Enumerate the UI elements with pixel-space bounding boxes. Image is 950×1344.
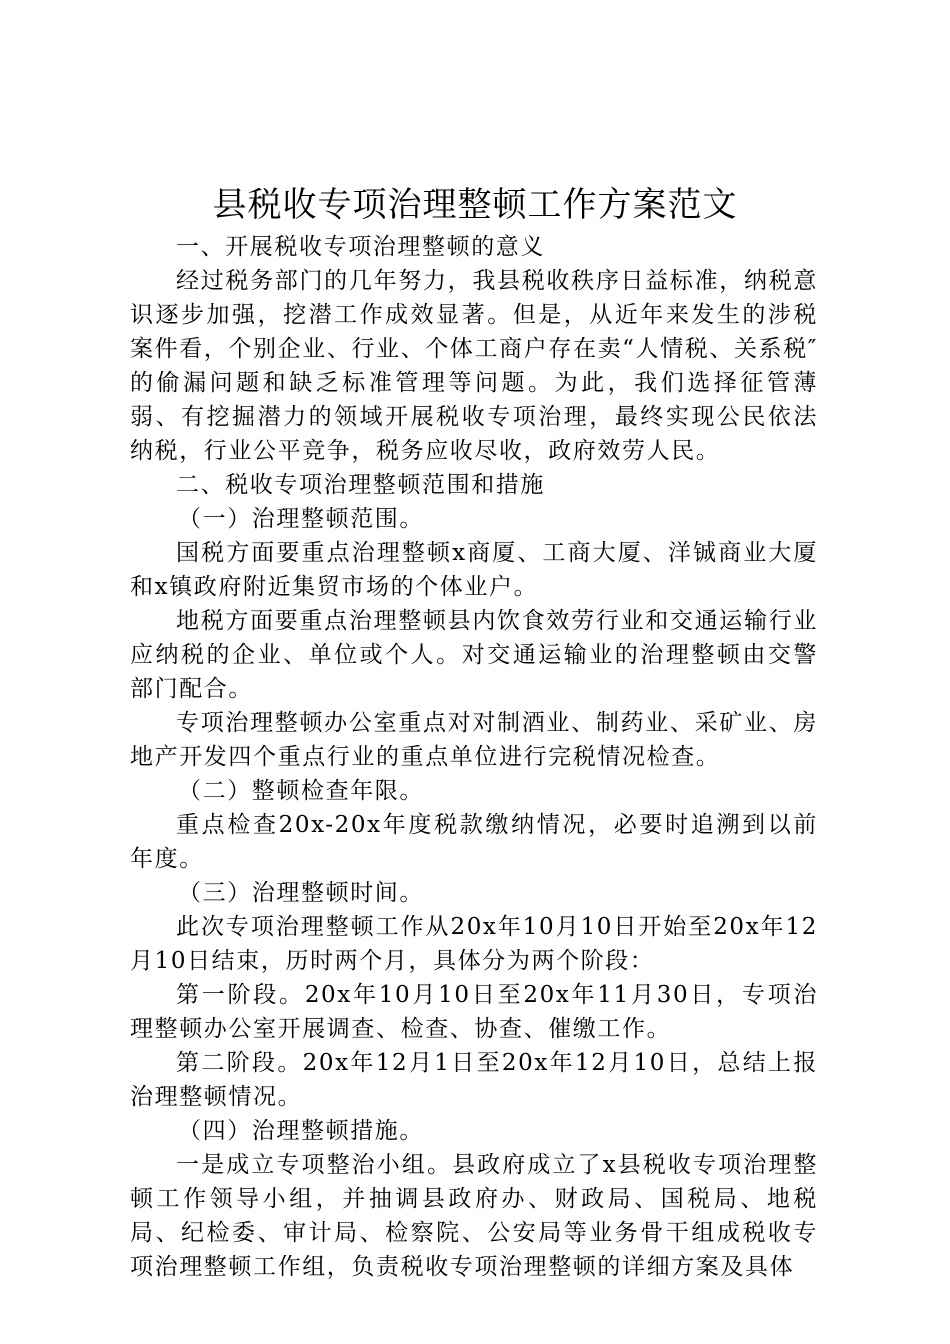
- paragraph-phase-one: 第一阶段。20x年10月10日至20x年11月30日，专项治理整顿办公室开展调查、检查、协查、催缴工作。: [130, 982, 818, 1042]
- paragraph-years: 重点检查20x-20x年度税款缴纳情况，必要时追溯到以前年度。: [130, 812, 818, 872]
- document-title: 县税收专项治理整顿工作方案范文: [212, 185, 738, 225]
- paragraph-office-focus: 专项治理整顿办公室重点对对制酒业、制药业、采矿业、房地产开发四个重点行业的重点单位进行完税情况检查。: [130, 710, 818, 770]
- document-body: [130, 230, 818, 1284]
- subsection-heading-scope: （一）治理整顿范围。: [178, 506, 424, 532]
- paragraph-time: 此次专项治理整顿工作从20x年10月10日开始至20x年12月10日结束，历时两个月，具体分为两个阶段：: [130, 914, 818, 974]
- section-heading-2: 二、税收专项治理整顿范围和措施: [176, 472, 545, 498]
- paragraph-significance: 经过税务部门的几年努力，我县税收秩序日益标准，纳税意识逐步加强，挖潜工作成效显著。但是，从近年来发生的涉税案件看，个别企业、行业、个体工商户存在卖“人情税、关系税″的偷漏问题和缺乏标准管理等问题。为此，我们选择征管薄弱、有挖掘潜力的领域开展税收专项治理，最终实现公民依法纳税，行业公平竞争，税务应收尽收，政府效劳人民。: [130, 268, 818, 464]
- subsection-heading-years: （二）整顿检查年限。: [178, 778, 424, 804]
- section-heading-1: 一、开展税收专项治理整顿的意义: [176, 234, 545, 260]
- paragraph-measure-one: 一是成立专项整治小组。县政府成立了x县税收专项治理整顿工作领导小组，并抽调县政府办、财政局、国税局、地税局、纪检委、审计局、检察院、公安局等业务骨干组成税收专项治理整顿工作组，负责税收专项治理整顿的详细方案及具体: [130, 1152, 818, 1280]
- paragraph-local-tax: 地税方面要重点治理整顿县内饮食效劳行业和交通运输行业应纳税的企业、单位或个人。对交通运输业的治理整顿由交警部门配合。: [130, 608, 818, 702]
- subsection-heading-time: （三）治理整顿时间。: [178, 880, 424, 906]
- subsection-heading-measures: （四）治理整顿措施。: [178, 1118, 424, 1144]
- paragraph-phase-two: 第二阶段。20x年12月1日至20x年12月10日，总结上报治理整顿情况。: [130, 1050, 818, 1110]
- paragraph-national-tax: 国税方面要重点治理整顿x商厦、工商大厦、洋铖商业大厦和x镇政府附近集贸市场的个体业户。: [130, 540, 818, 600]
